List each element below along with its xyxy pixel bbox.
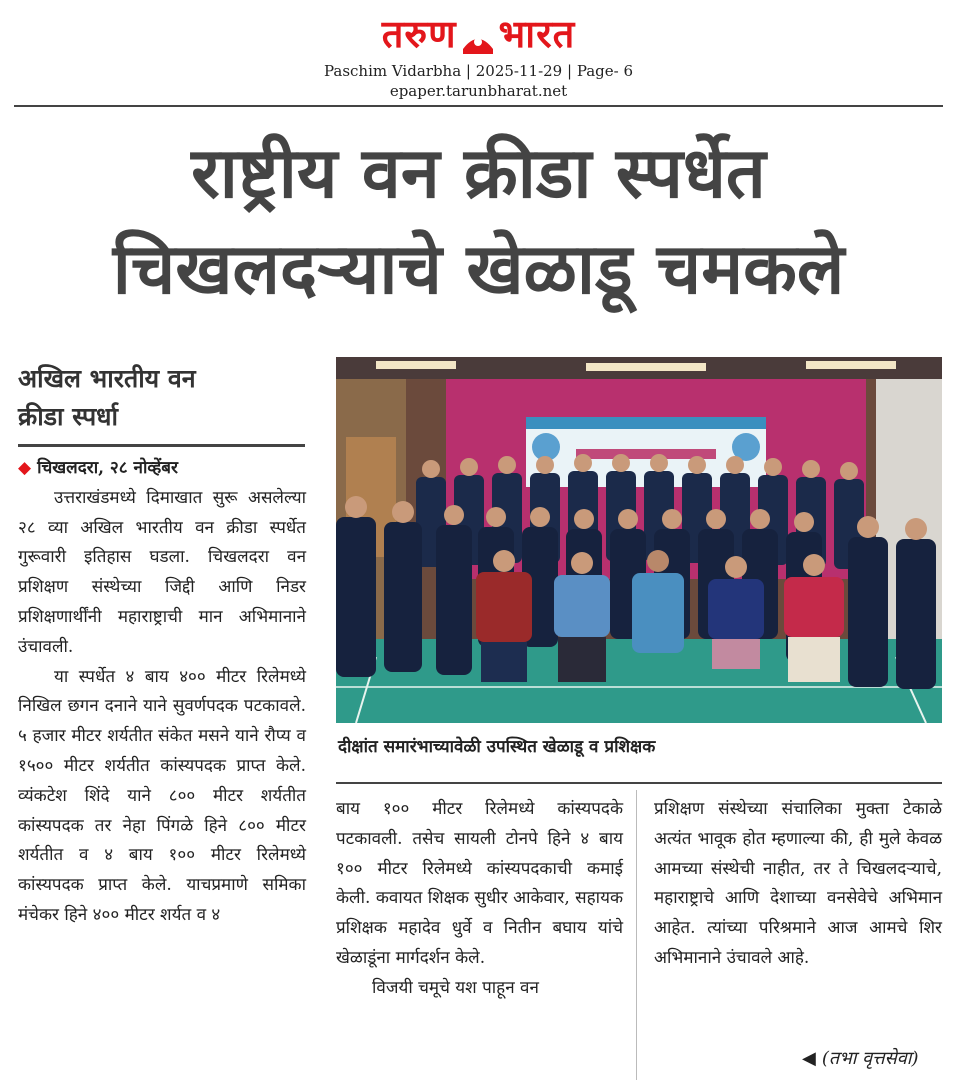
article-photo[interactable] xyxy=(336,357,942,723)
logo-text-right: भारत xyxy=(498,12,576,56)
caption-divider xyxy=(336,782,942,784)
paragraph: प्रशिक्षण संस्थेच्या संचालिका मुक्ता टेकाळे अत्यंत भावूक होत म्हणाल्या की, ही मुले केवळ आमच्या संस्थेची नाहीत, तर ते चिखलदऱ्याचे, महाराष्ट्राचे आणि देशाच्या वनसेवेचे अभिमान आहेत. त्यांच्या परिश्रमाने आज आमचे शिर अभिमानाने उंचावले आहे. xyxy=(654,799,942,968)
paragraph: या स्पर्धेत ४ बाय ४०० मीटर रिलेमध्ये निखिल छगन दनाने याने सुवर्णपदक पटकावले. ५ हजार मीटर शर्यतीत संकेत मसने याने रौप्य व १५०० मीटर शर्यतीत कांस्यपदक प्राप्त केले. व्यंकटेश शिंदे याने ८०० मीटर शर्यतीत कांस्यपदक तर नेहा पिंगळे हिने ८०० मीटर शर्यतीत व ४ बाय १०० मीटर रिलेमध्ये कांस्यपदक प्राप्त केले. याचप्रमाणे समिका मंचेकर हिने ४०० मीटर शर्यत व ४ xyxy=(18,666,306,925)
newspaper-logo[interactable] xyxy=(382,12,576,56)
header-divider xyxy=(14,105,943,107)
dateline xyxy=(18,454,306,484)
logo-text-left: तरुण xyxy=(381,12,457,56)
article-column-2 xyxy=(336,795,623,1004)
left-triangle-icon: ◀ xyxy=(802,1048,816,1069)
byline-text: (तभा वृत्तसेवा) xyxy=(821,1048,919,1069)
dateline-text: चिखलदरा, २८ नोव्हेंबर xyxy=(37,458,178,478)
byline xyxy=(802,1046,918,1072)
paragraph: बाय १०० मीटर रिलेमध्ये कांस्यपदके पटकावली. तसेच सायली टोनपे हिने ४ बाय १०० मीटर रिलेमध्ये कांस्यपदकाची कमाई केली. कवायत शिक्षक सुधीर आकेवार, सहायक प्रशिक्षक महादेव धुर्वे व नितीन बघाय यांचे खेळाडूंना मार्गदर्शन केले. xyxy=(336,799,623,968)
paragraph: उत्तराखंडमध्ये दिमाखात सुरू असलेल्या २८ व्या अखिल भारतीय वन क्रीडा स्पर्धेत गुरूवारी इतिहास घडला. चिखलदरा वन प्रशिक्षण संस्थेच्या जिद्दी आणि निडर प्रशिक्षणार्थींनी महाराष्ट्राची मान अभिमानाने उंचावली. xyxy=(18,487,306,657)
headline-line-1: राष्ट्रीय वन क्रीडा स्पर्धेत xyxy=(191,132,766,214)
logo-emblem-icon xyxy=(461,20,495,48)
subheading-line-1: अखिल भारतीय वन xyxy=(18,364,196,393)
article-column-1 xyxy=(18,454,306,931)
subheading xyxy=(18,360,308,436)
subheading-line-2: क्रीडा स्पर्धा xyxy=(18,402,119,431)
article-column-3 xyxy=(654,795,942,974)
edition-info: Paschim Vidarbha | 2025-11-29 | Page- 6 xyxy=(323,62,634,80)
photo-caption: दीक्षांत समारंभाच्यावेळी उपस्थित खेळाडू व प्रशिक्षक xyxy=(338,737,656,757)
paragraph: विजयी चमूचे यश पाहून वन xyxy=(372,977,539,998)
website-link[interactable]: epaper.tarunbharat.net xyxy=(389,82,568,100)
diamond-bullet-icon: ◆ xyxy=(18,458,32,478)
headline-line-2: चिखलदऱ्याचे खेळाडू चमकले xyxy=(112,228,845,310)
masthead xyxy=(0,12,957,56)
column-divider xyxy=(636,790,637,1080)
subheading-divider xyxy=(18,444,305,447)
